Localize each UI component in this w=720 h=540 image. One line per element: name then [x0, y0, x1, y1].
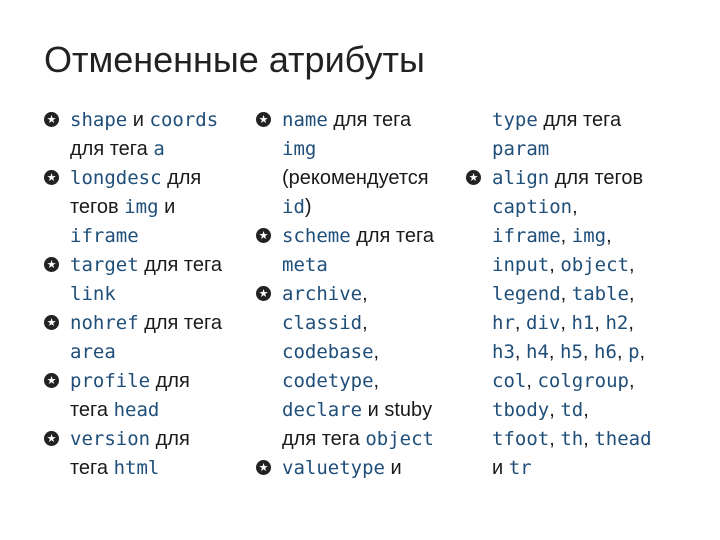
star-bullet-icon: ★: [256, 460, 271, 475]
list-item: ★ scheme для тега meta: [256, 222, 466, 280]
star-bullet-icon: ★: [256, 112, 271, 127]
list-item: ★ profile для тега head: [44, 367, 254, 425]
list-item: ★ version для тега html: [44, 425, 254, 483]
list-item: ★ valuetype и: [256, 454, 466, 483]
star-bullet-icon: ★: [44, 315, 59, 330]
star-bullet-icon: ★: [44, 170, 59, 185]
list-item: ★ longdesc для тегов img и iframe: [44, 164, 254, 251]
star-bullet-icon: ★: [44, 431, 59, 446]
list-item: ★ align для тегов caption, iframe, img, input, object, legend, table, hr, div, h1, h2, h3, h4, h5, h6, p, col, colgroup, tbody, td, tfoot, th, thead и tr: [466, 164, 716, 483]
star-bullet-icon: ★: [256, 228, 271, 243]
list-item: ★ archive, classid, codebase, codetype, declare и stuby для тега object: [256, 280, 466, 454]
list-item: ★ name для тега img (рекомендуется id): [256, 106, 466, 222]
star-bullet-icon: ★: [466, 170, 481, 185]
column-3: [466, 106, 716, 483]
list-item: ★ shape и coords для тега a: [44, 106, 254, 164]
star-bullet-icon: ★: [44, 373, 59, 388]
column-1: [44, 106, 254, 483]
column-2: [256, 106, 466, 483]
star-bullet-icon: ★: [44, 257, 59, 272]
list-item: type для тега param: [492, 109, 622, 160]
star-bullet-icon: ★: [256, 286, 271, 301]
list-item: ★ nohref для тега area: [44, 309, 254, 367]
list-item: ★ target для тега link: [44, 251, 254, 309]
star-bullet-icon: ★: [44, 112, 59, 127]
slide-title: Отмененные атрибуты: [44, 39, 425, 80]
